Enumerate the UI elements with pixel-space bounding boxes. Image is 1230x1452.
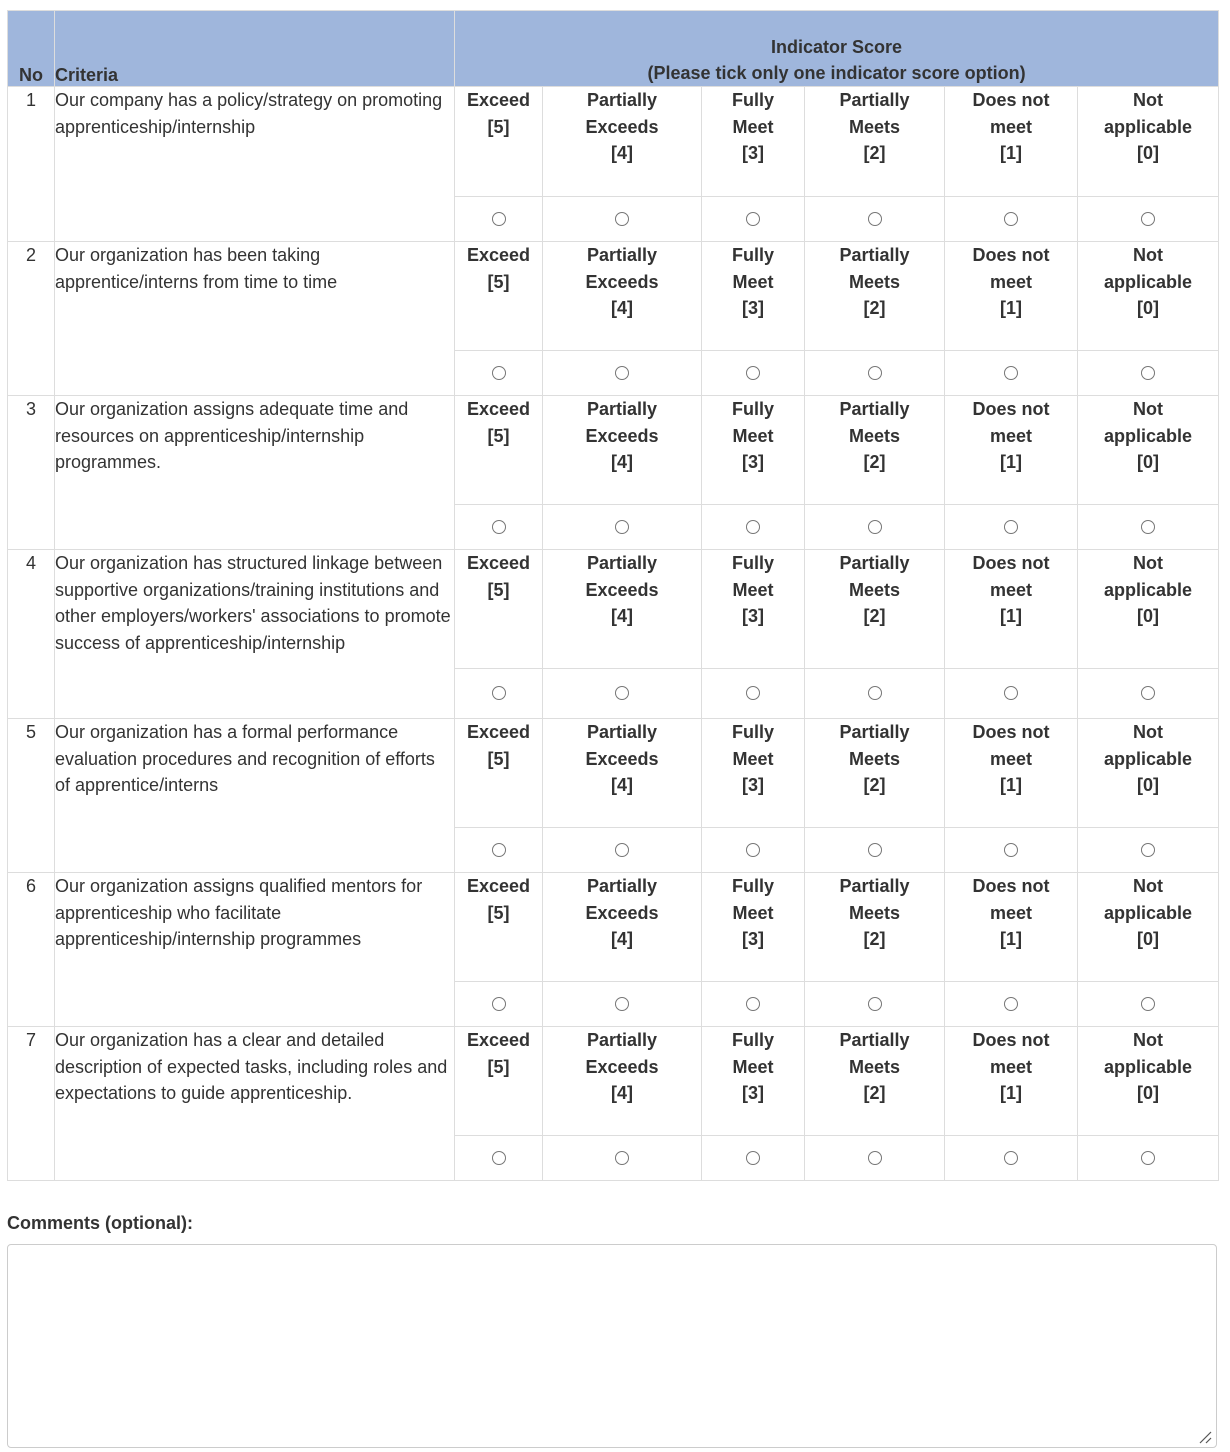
- radio-unchecked-icon[interactable]: [868, 686, 882, 700]
- score-option-label: [805, 550, 945, 669]
- score-option-label-line: Meets: [848, 116, 901, 137]
- score-option-label-line: Exceed: [466, 876, 531, 896]
- score-option-label-line: [0]: [1137, 929, 1160, 949]
- score-option-label-line: [5]: [487, 748, 510, 769]
- score-option-label-line: applicable: [1104, 579, 1193, 600]
- indicator-score-instruction: (Please tick only one indicator score option): [647, 63, 1026, 83]
- score-radio-cell[interactable]: [702, 505, 805, 550]
- score-option-label-line: Exceed: [466, 553, 531, 573]
- survey-body: [8, 87, 1219, 1181]
- radio-unchecked-icon[interactable]: [868, 212, 882, 226]
- score-option-label: [805, 396, 945, 505]
- score-option-label-line: Does not: [972, 245, 1050, 265]
- score-radio-cell[interactable]: [805, 982, 945, 1027]
- score-option-label: [543, 396, 702, 505]
- score-radio-cell[interactable]: [805, 828, 945, 873]
- score-radio-cell[interactable]: [702, 669, 805, 719]
- score-option-label: [455, 719, 543, 828]
- score-option-label-line: Fully: [731, 90, 774, 110]
- indicator-score-title: Indicator Score: [771, 37, 903, 57]
- score-option-label-line: meet: [989, 1056, 1033, 1077]
- score-option-label-line: [0]: [1137, 606, 1160, 626]
- score-radio-cell[interactable]: [543, 351, 702, 396]
- radio-unchecked-icon[interactable]: [746, 686, 760, 700]
- score-option-label-line: [5]: [487, 1056, 510, 1077]
- score-radio-cell[interactable]: [805, 351, 945, 396]
- radio-unchecked-icon[interactable]: [1004, 1151, 1018, 1165]
- survey-table: [7, 10, 1219, 1181]
- score-option-label: [543, 87, 702, 197]
- comments-textarea[interactable]: [7, 1244, 1217, 1448]
- score-option-label-line: [3]: [742, 1083, 764, 1103]
- radio-unchecked-icon[interactable]: [492, 520, 506, 534]
- criteria-number: 6: [8, 873, 55, 1027]
- radio-unchecked-icon[interactable]: [1141, 997, 1155, 1011]
- radio-unchecked-icon[interactable]: [615, 686, 629, 700]
- score-option-label-line: Fully: [731, 722, 774, 742]
- radio-unchecked-icon[interactable]: [1004, 686, 1018, 700]
- radio-unchecked-icon[interactable]: [492, 1151, 506, 1165]
- score-radio-cell[interactable]: [1078, 505, 1219, 550]
- criteria-number: 5: [8, 719, 55, 873]
- score-option-label-line: Meet: [732, 579, 774, 600]
- score-option-label: [543, 719, 702, 828]
- score-option-label-line: Does not: [972, 1030, 1050, 1050]
- score-option-label-line: Does not: [972, 90, 1050, 110]
- criteria-number: 3: [8, 396, 55, 550]
- score-option-label-line: Does not: [972, 876, 1050, 896]
- score-option-label-line: [5]: [487, 271, 510, 292]
- criteria-number: 2: [8, 242, 55, 396]
- score-option-label-line: applicable: [1104, 1056, 1193, 1077]
- score-option-label: [1078, 87, 1219, 197]
- criteria-row: [8, 87, 1219, 197]
- score-option-label-line: Fully: [731, 1030, 774, 1050]
- score-option-label-line: [2]: [863, 1083, 886, 1103]
- criteria-row: [8, 396, 1219, 505]
- criteria-row: [8, 1027, 1219, 1136]
- score-radio-cell[interactable]: [543, 1136, 702, 1181]
- score-option-label-line: [2]: [863, 143, 886, 163]
- score-option-label-line: Partially: [839, 1030, 910, 1050]
- score-radio-cell[interactable]: [702, 982, 805, 1027]
- score-option-label: [945, 550, 1078, 669]
- score-option-label-line: [4]: [611, 1083, 633, 1103]
- criteria-row: [8, 242, 1219, 351]
- score-option-label-line: Fully: [731, 245, 774, 265]
- score-option-label-line: meet: [989, 579, 1033, 600]
- radio-unchecked-icon[interactable]: [492, 997, 506, 1011]
- score-option-label: [945, 87, 1078, 197]
- criteria-text: Our organization assigns qualified mentors for apprenticeship who facilitate apprenticeship/internship programmes: [55, 873, 455, 1027]
- survey-container: [7, 10, 1218, 1181]
- radio-unchecked-icon[interactable]: [1004, 366, 1018, 380]
- radio-unchecked-icon[interactable]: [1004, 997, 1018, 1011]
- score-option-label: [805, 1027, 945, 1136]
- score-option-label: [805, 87, 945, 197]
- score-radio-cell[interactable]: [455, 1136, 543, 1181]
- score-option-label-line: Meets: [848, 425, 901, 446]
- score-option-label-line: Exceeds: [585, 902, 659, 923]
- score-option-label-line: Not: [1133, 245, 1164, 265]
- score-radio-cell[interactable]: [945, 351, 1078, 396]
- criteria-text: Our organization has been taking apprentice/interns from time to time: [55, 242, 455, 396]
- radio-unchecked-icon[interactable]: [746, 212, 760, 226]
- score-option-label-line: Exceed: [466, 90, 531, 110]
- score-option-label-line: [1]: [1000, 929, 1022, 949]
- radio-unchecked-icon[interactable]: [746, 1151, 760, 1165]
- score-option-label: [543, 242, 702, 351]
- criteria-text: Our organization has a formal performance evaluation procedures and recognition of efforts of apprentice/interns: [55, 719, 455, 873]
- score-radio-cell[interactable]: [543, 505, 702, 550]
- score-radio-cell[interactable]: [702, 197, 805, 242]
- score-option-label-line: [4]: [611, 929, 633, 949]
- score-option-label: [702, 873, 805, 982]
- score-option-label-line: [3]: [742, 143, 764, 163]
- score-option-label-line: meet: [989, 116, 1033, 137]
- score-radio-cell[interactable]: [455, 505, 543, 550]
- radio-unchecked-icon[interactable]: [492, 366, 506, 380]
- score-option-label-line: Meets: [848, 748, 901, 769]
- score-option-label-line: [0]: [1137, 1083, 1160, 1103]
- radio-unchecked-icon[interactable]: [492, 843, 506, 857]
- score-radio-cell[interactable]: [543, 669, 702, 719]
- score-option-label: [702, 719, 805, 828]
- score-option-label-line: Meets: [848, 271, 901, 292]
- criteria-text: Our organization has structured linkage between supportive organizations/training institutions and other employers/workers' associations to promote success of apprenticeship/internship: [55, 550, 455, 719]
- score-option-label-line: [1]: [1000, 1083, 1022, 1103]
- score-option-label-line: Not: [1133, 399, 1164, 419]
- score-option-label-line: Partially: [839, 245, 910, 265]
- criteria-text: Our company has a policy/strategy on promoting apprenticeship/internship: [55, 87, 455, 242]
- score-option-label-line: Exceeds: [585, 425, 659, 446]
- score-option-label-line: [4]: [611, 775, 633, 795]
- score-option-label-line: [0]: [1137, 775, 1160, 795]
- score-option-label: [945, 396, 1078, 505]
- score-option-label-line: Meet: [732, 116, 774, 137]
- score-radio-cell[interactable]: [702, 1136, 805, 1181]
- radio-unchecked-icon[interactable]: [1004, 520, 1018, 534]
- score-option-label: [455, 873, 543, 982]
- score-option-label-line: Partially: [586, 90, 658, 110]
- score-option-label-line: [5]: [487, 425, 510, 446]
- score-option-label: [455, 396, 543, 505]
- score-option-label-line: [3]: [742, 775, 764, 795]
- score-option-label-line: [5]: [487, 902, 510, 923]
- score-option-label-line: [2]: [863, 606, 886, 626]
- score-option-label-line: Partially: [586, 245, 658, 265]
- score-option-label-line: [1]: [1000, 143, 1022, 163]
- score-option-label: [455, 242, 543, 351]
- score-option-label-line: [2]: [863, 775, 886, 795]
- score-option-label-line: Partially: [839, 90, 910, 110]
- score-option-label-line: Meets: [848, 579, 901, 600]
- score-option-label-line: Partially: [586, 722, 658, 742]
- radio-unchecked-icon[interactable]: [615, 212, 629, 226]
- column-header-indicator-score: [455, 11, 1219, 87]
- score-option-label-line: meet: [989, 425, 1033, 446]
- score-radio-cell[interactable]: [945, 505, 1078, 550]
- score-option-label-line: Exceed: [466, 722, 531, 742]
- score-option-label-line: [0]: [1137, 452, 1160, 472]
- score-option-label: [1078, 550, 1219, 669]
- score-option-label: [543, 873, 702, 982]
- score-radio-cell[interactable]: [702, 828, 805, 873]
- criteria-row: [8, 550, 1219, 669]
- score-option-label-line: [0]: [1137, 143, 1160, 163]
- criteria-number: 4: [8, 550, 55, 719]
- score-option-label-line: [2]: [863, 452, 886, 472]
- score-option-label: [945, 873, 1078, 982]
- radio-unchecked-icon[interactable]: [615, 843, 629, 857]
- radio-unchecked-icon[interactable]: [615, 1151, 629, 1165]
- score-option-label: [1078, 242, 1219, 351]
- criteria-row: [8, 719, 1219, 828]
- score-radio-cell[interactable]: [543, 197, 702, 242]
- score-option-label-line: Partially: [586, 1030, 658, 1050]
- score-option-label-line: Exceed: [466, 399, 531, 419]
- score-radio-cell[interactable]: [805, 1136, 945, 1181]
- score-option-label-line: Exceed: [466, 1030, 531, 1050]
- score-radio-cell[interactable]: [945, 669, 1078, 719]
- score-option-label: [702, 396, 805, 505]
- score-radio-cell[interactable]: [455, 351, 543, 396]
- criteria-number: 7: [8, 1027, 55, 1181]
- score-option-label-line: [1]: [1000, 606, 1022, 626]
- radio-unchecked-icon[interactable]: [492, 212, 506, 226]
- score-option-label-line: Meet: [732, 748, 774, 769]
- table-header-row: [8, 11, 1219, 87]
- score-radio-cell[interactable]: [945, 197, 1078, 242]
- radio-unchecked-icon[interactable]: [1141, 843, 1155, 857]
- radio-unchecked-icon[interactable]: [615, 366, 629, 380]
- score-option-label-line: Does not: [972, 553, 1050, 573]
- score-option-label-line: [3]: [742, 606, 764, 626]
- radio-unchecked-icon[interactable]: [868, 997, 882, 1011]
- radio-unchecked-icon[interactable]: [615, 520, 629, 534]
- score-option-label-line: Exceeds: [585, 1056, 659, 1077]
- score-option-label-line: [3]: [742, 452, 764, 472]
- score-option-label-line: Partially: [839, 553, 910, 573]
- score-option-label-line: [2]: [863, 298, 886, 318]
- score-option-label: [702, 1027, 805, 1136]
- radio-unchecked-icon[interactable]: [868, 1151, 882, 1165]
- score-option-label-line: Exceeds: [585, 116, 659, 137]
- score-radio-cell[interactable]: [1078, 197, 1219, 242]
- radio-unchecked-icon[interactable]: [868, 843, 882, 857]
- score-option-label: [702, 242, 805, 351]
- radio-unchecked-icon[interactable]: [746, 520, 760, 534]
- radio-unchecked-icon[interactable]: [1141, 366, 1155, 380]
- score-option-label-line: applicable: [1104, 116, 1193, 137]
- score-option-label-line: [1]: [1000, 775, 1022, 795]
- score-option-label-line: applicable: [1104, 902, 1193, 923]
- score-option-label: [805, 873, 945, 982]
- criteria-number: 1: [8, 87, 55, 242]
- score-option-label: [455, 550, 543, 669]
- radio-unchecked-icon[interactable]: [492, 686, 506, 700]
- score-option-label-line: Fully: [731, 399, 774, 419]
- score-radio-cell[interactable]: [945, 982, 1078, 1027]
- score-option-label: [805, 242, 945, 351]
- criteria-text: Our organization assigns adequate time and resources on apprenticeship/internship programmes.: [55, 396, 455, 550]
- score-option-label-line: Does not: [972, 399, 1050, 419]
- score-option-label-line: Exceeds: [585, 579, 659, 600]
- score-option-label-line: Not: [1133, 1030, 1164, 1050]
- score-option-label-line: Does not: [972, 722, 1050, 742]
- score-option-label-line: applicable: [1104, 748, 1193, 769]
- radio-unchecked-icon[interactable]: [868, 520, 882, 534]
- score-option-label-line: Not: [1133, 90, 1164, 110]
- radio-unchecked-icon[interactable]: [615, 997, 629, 1011]
- score-option-label: [702, 550, 805, 669]
- score-radio-cell[interactable]: [805, 669, 945, 719]
- score-radio-cell[interactable]: [455, 669, 543, 719]
- score-option-label-line: [5]: [487, 579, 510, 600]
- score-option-label: [945, 719, 1078, 828]
- score-option-label-line: Fully: [731, 876, 774, 896]
- radio-unchecked-icon[interactable]: [1141, 686, 1155, 700]
- radio-unchecked-icon[interactable]: [746, 997, 760, 1011]
- score-option-label-line: [0]: [1137, 298, 1160, 318]
- score-option-label-line: Partially: [839, 876, 910, 896]
- radio-unchecked-icon[interactable]: [1141, 1151, 1155, 1165]
- score-option-label-line: Not: [1133, 722, 1164, 742]
- score-option-label-line: Meets: [848, 1056, 901, 1077]
- radio-unchecked-icon[interactable]: [1141, 520, 1155, 534]
- score-option-label-line: Meet: [732, 902, 774, 923]
- score-option-label-line: Meet: [732, 425, 774, 446]
- score-radio-cell[interactable]: [1078, 351, 1219, 396]
- radio-unchecked-icon[interactable]: [1141, 212, 1155, 226]
- score-option-label: [455, 87, 543, 197]
- score-option-label: [702, 87, 805, 197]
- score-radio-cell[interactable]: [805, 197, 945, 242]
- radio-unchecked-icon[interactable]: [868, 366, 882, 380]
- score-option-label: [543, 1027, 702, 1136]
- score-option-label-line: Not: [1133, 876, 1164, 896]
- score-option-label-line: Meets: [848, 902, 901, 923]
- score-option-label: [1078, 719, 1219, 828]
- score-radio-cell[interactable]: [543, 828, 702, 873]
- column-header-no: No: [8, 11, 55, 87]
- score-option-label: [1078, 1027, 1219, 1136]
- score-option-label-line: Partially: [586, 399, 658, 419]
- score-option-label: [945, 242, 1078, 351]
- score-radio-cell[interactable]: [1078, 669, 1219, 719]
- score-option-label-line: applicable: [1104, 271, 1193, 292]
- score-option-label-line: Exceeds: [585, 271, 659, 292]
- score-option-label-line: [2]: [863, 929, 886, 949]
- score-option-label: [455, 1027, 543, 1136]
- score-option-label-line: [3]: [742, 298, 764, 318]
- radio-unchecked-icon[interactable]: [1004, 212, 1018, 226]
- score-option-label-line: Partially: [839, 399, 910, 419]
- score-option-label-line: Meet: [732, 1056, 774, 1077]
- criteria-text: Our organization has a clear and detailed description of expected tasks, including roles and expectations to guide apprenticeship.: [55, 1027, 455, 1181]
- score-option-label-line: [4]: [611, 143, 633, 163]
- criteria-row: [8, 873, 1219, 982]
- score-radio-cell[interactable]: [455, 828, 543, 873]
- score-radio-cell[interactable]: [1078, 1136, 1219, 1181]
- score-option-label-line: meet: [989, 902, 1033, 923]
- score-option-label-line: [4]: [611, 298, 633, 318]
- score-radio-cell[interactable]: [455, 982, 543, 1027]
- radio-unchecked-icon[interactable]: [746, 843, 760, 857]
- score-radio-cell[interactable]: [805, 505, 945, 550]
- score-radio-cell[interactable]: [702, 351, 805, 396]
- score-option-label-line: [3]: [742, 929, 764, 949]
- score-option-label-line: applicable: [1104, 425, 1193, 446]
- score-option-label-line: Partially: [586, 553, 658, 573]
- score-radio-cell[interactable]: [543, 982, 702, 1027]
- score-radio-cell[interactable]: [945, 828, 1078, 873]
- score-radio-cell[interactable]: [945, 1136, 1078, 1181]
- score-radio-cell[interactable]: [455, 197, 543, 242]
- column-header-criteria: Criteria: [55, 11, 455, 87]
- score-option-label-line: Not: [1133, 553, 1164, 573]
- comments-label: Comments (optional):: [7, 1213, 193, 1233]
- score-option-label-line: Fully: [731, 553, 774, 573]
- score-option-label-line: [4]: [611, 606, 633, 626]
- score-option-label-line: [1]: [1000, 298, 1022, 318]
- score-option-label-line: [5]: [487, 116, 510, 137]
- radio-unchecked-icon[interactable]: [1004, 843, 1018, 857]
- score-option-label: [945, 1027, 1078, 1136]
- score-option-label-line: Partially: [839, 722, 910, 742]
- resize-grip-icon[interactable]: [1198, 1430, 1212, 1444]
- score-radio-cell[interactable]: [1078, 828, 1219, 873]
- score-radio-cell[interactable]: [1078, 982, 1219, 1027]
- score-option-label-line: [1]: [1000, 452, 1022, 472]
- score-option-label: [543, 550, 702, 669]
- score-option-label: [1078, 873, 1219, 982]
- radio-unchecked-icon[interactable]: [746, 366, 760, 380]
- score-option-label-line: Exceeds: [585, 748, 659, 769]
- score-option-label-line: Partially: [586, 876, 658, 896]
- score-option-label-line: [4]: [611, 452, 633, 472]
- score-option-label: [1078, 396, 1219, 505]
- score-option-label: [805, 719, 945, 828]
- score-option-label-line: Exceed: [466, 245, 531, 265]
- score-option-label-line: Meet: [732, 271, 774, 292]
- score-option-label-line: meet: [989, 271, 1033, 292]
- score-option-label-line: meet: [989, 748, 1033, 769]
